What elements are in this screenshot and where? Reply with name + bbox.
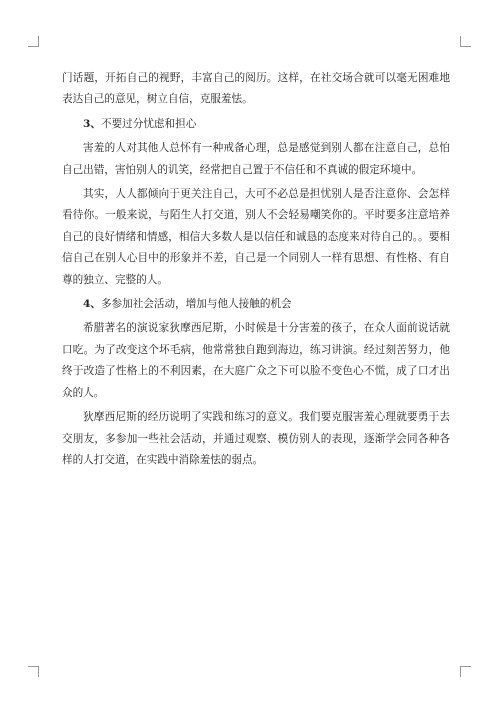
section-number: 3、 xyxy=(83,117,101,130)
crop-mark-bottom-left xyxy=(28,666,39,677)
paragraph-continuation: 门话题，开拓自己的视野，丰富自己的阅历。这样，在社交场合就可以毫无困难地表达自己的意见，树立自信，克服羞怯。 xyxy=(62,72,450,106)
paragraph: 希腊著名的演说家狄摩西尼斯，小时候是十分害羞的孩子，在众人面前说话就口吃。为了改变这个坏毛病，他常常独自跑到海边，练习讲演。经过刻苦努力，他终于改造了性格上的不利因素，在大庭广众之下可以脸不变色心不慌，成了口才出众的人。 xyxy=(62,322,450,399)
crop-mark-bottom-right xyxy=(460,666,471,677)
section-title: 不要过分忧虑和担心 xyxy=(100,117,197,130)
paragraph: 害羞的人对其他人总怀有一种戒备心理，总是感觉到别人都在注意自己，总怕自己出错，害怕别人的讥笑，经常把自己置于不信任和不真诚的假定环境中。 xyxy=(62,142,450,176)
section-heading-4 xyxy=(83,294,450,315)
crop-mark-top-left xyxy=(28,36,39,47)
document-body xyxy=(62,68,450,474)
paragraph: 其实，人人都倾向于更关注自己，大可不必总是担忧别人是否注意你、会怎样看待你。一般来说，与陌生人打交道，别人不会轻易嘲笑你的。平时要多注意培养自己的良好情绪和情感，相信大多数人是以信任和诚恳的态度来对待自己的。。要相信自己在别人心目中的形象并不差，自己是一个同别人一样有思想、有性格、有自尊的独立、完整的人。 xyxy=(62,188,450,286)
section-number: 4、 xyxy=(83,298,101,311)
crop-mark-top-right xyxy=(460,36,471,47)
section-heading-3 xyxy=(83,114,450,135)
paragraph: 狄摩西尼斯的经历说明了实践和练习的意义。我们要克服害羞心理就要勇于去交朋友，多参加一些社会活动，并通过观察、模仿别人的表现，逐渐学会同各种各样的人打交道，在实践中消除羞怯的弱点。 xyxy=(62,411,450,466)
section-title: 多参加社会活动，增加与他人接触的机会 xyxy=(100,298,292,311)
